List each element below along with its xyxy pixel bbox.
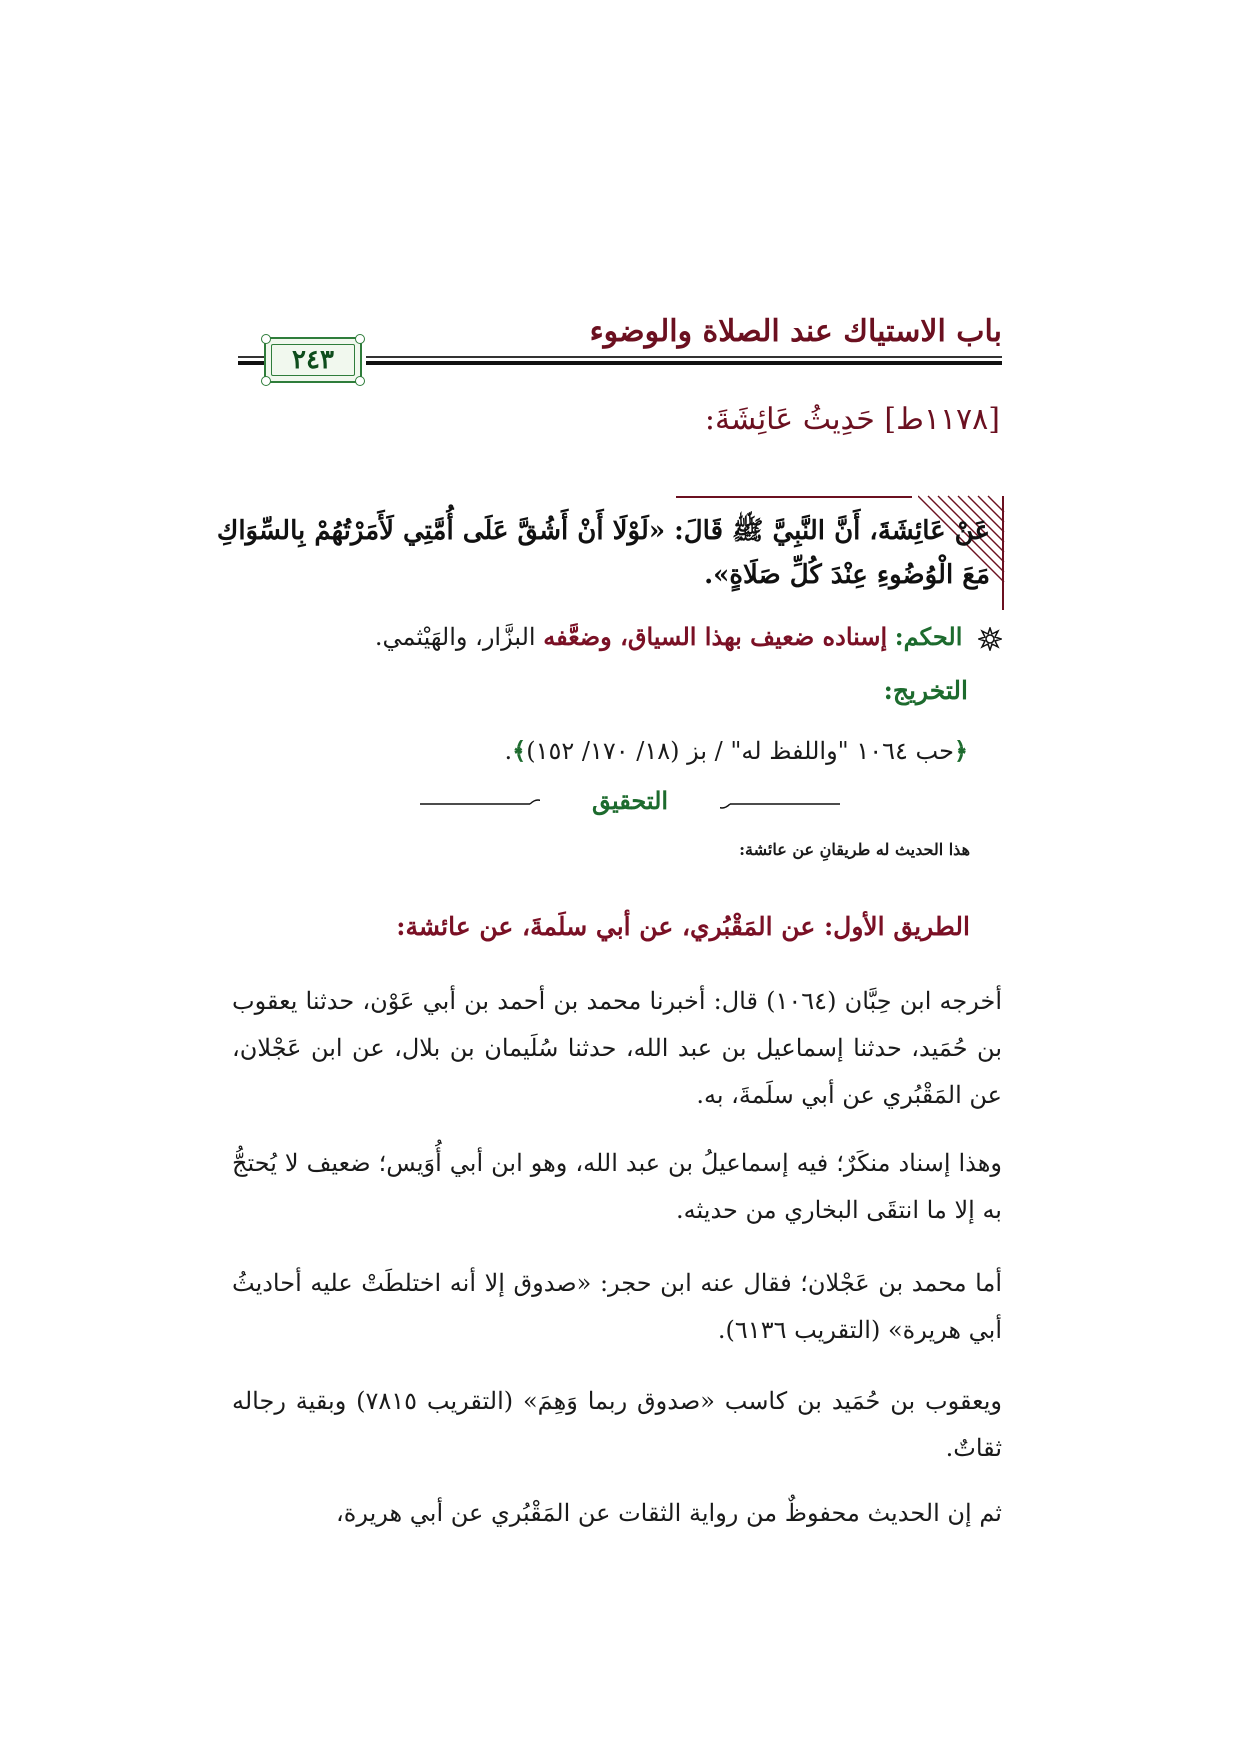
- body-paragraph: ويعقوب بن حُمَيد بن كاسب «صدوق ربما وَهِمَ» (التقريب ٧٨١٥) وبقية رجاله ثقاتٌ.: [232, 1387, 1002, 1462]
- body-paragraph: أما محمد بن عَجْلان؛ فقال عنه ابن حجر: «صدوق إلا أنه اختلطَتْ عليه أحاديثُ أبي هريرة» (التقريب ٦١٣٦).: [232, 1269, 1002, 1344]
- header-rule-thick-left: [238, 361, 264, 365]
- frame-corner-ornament-icon: [261, 376, 271, 386]
- ornate-bracket-open: ﴿: [953, 736, 968, 765]
- takhrij-label: التخريج:: [883, 676, 968, 705]
- body-paragraph: ثم إن الحديث محفوظٌ من رواية الثقات عن المَقْبُري عن أبي هريرة،: [336, 1499, 1002, 1527]
- takhrij-end: .: [504, 737, 513, 765]
- takhrij-line: [504, 736, 968, 765]
- page-number: ٢٤٣: [292, 345, 334, 375]
- hadith-text-line: عَنْ عَائِشَةَ، أَنَّ النَّبِيَّ ﷺ قَالَ: «لَوْلَا أَنْ أَشُقَّ عَلَى أُمَّتِي لَأَمَرْتُهُمْ بِالسِّوَاكِ: [216, 516, 990, 546]
- header-rule-thick: [366, 361, 1002, 365]
- body-paragraph: أخرجه ابن حِبَّان (١٠٦٤) قال: أخبرنا محمد بن أحمد بن أبي عَوْن، حدثنا يعقوب بن حُمَيد، حدثنا إسماعيل بن عبد الله، حدثنا سُلَيمان بن بلال، عن ابن عَجْلان، عن المَقْبُري عن أبي سلَمةَ، به.: [232, 987, 1002, 1109]
- first-way-heading: الطريق الأول: عن المَقْبُري، عن أبي سلَمةَ، عن عائشة:: [396, 912, 970, 941]
- body-paragraph: وهذا إسناد منكَرٌ؛ فيه إسماعيلُ بن عبد الله، وهو ابن أبي أُوَيس؛ ضعيف لا يُحتجُّ به إلا ما انتقَى البخاري من حديثه.: [232, 1149, 1002, 1224]
- ruling-label: الحكم:: [894, 622, 963, 651]
- takhrij-text: حب ١٠٦٤ "واللفظ له" / بز (١٨/ ١٧٠/ ١٥٢): [526, 737, 954, 765]
- page-number-frame: [264, 337, 362, 383]
- frame-corner-ornament-icon: [261, 334, 271, 344]
- hadith-top-rule: [676, 496, 912, 498]
- hadith-text-line: مَعَ الْوُضُوءِ عِنْدَ كُلِّ صَلَاةٍ».: [704, 560, 990, 590]
- tahqiq-heading: التحقيق: [540, 786, 720, 815]
- ruling-verdict: إسناده ضعيف بهذا السياق، وضعَّفه: [543, 622, 888, 651]
- ornate-bracket-close: ﴾: [512, 736, 527, 765]
- rosette-ornament-icon: [978, 627, 1002, 651]
- frame-corner-ornament-icon: [355, 334, 365, 344]
- ruling-rest: البزَّار، والهَيْثمي.: [374, 623, 536, 651]
- hadith-heading: [١١٧٨ط] حَدِيثُ عَائِشَةَ:: [704, 402, 1000, 437]
- running-header-title: باب الاستياك عند الصلاة والوضوء: [589, 314, 1002, 349]
- header-rule-thin-left: [238, 356, 264, 358]
- frame-corner-ornament-icon: [355, 376, 365, 386]
- page-number-inner-frame: [271, 344, 355, 376]
- intro-line: هذا الحديث له طريقانِ عن عائشة:: [739, 840, 970, 859]
- hadith-side-rule: [1002, 496, 1004, 610]
- header-rule-thin: [366, 356, 1002, 358]
- ruling-line: [375, 622, 1002, 651]
